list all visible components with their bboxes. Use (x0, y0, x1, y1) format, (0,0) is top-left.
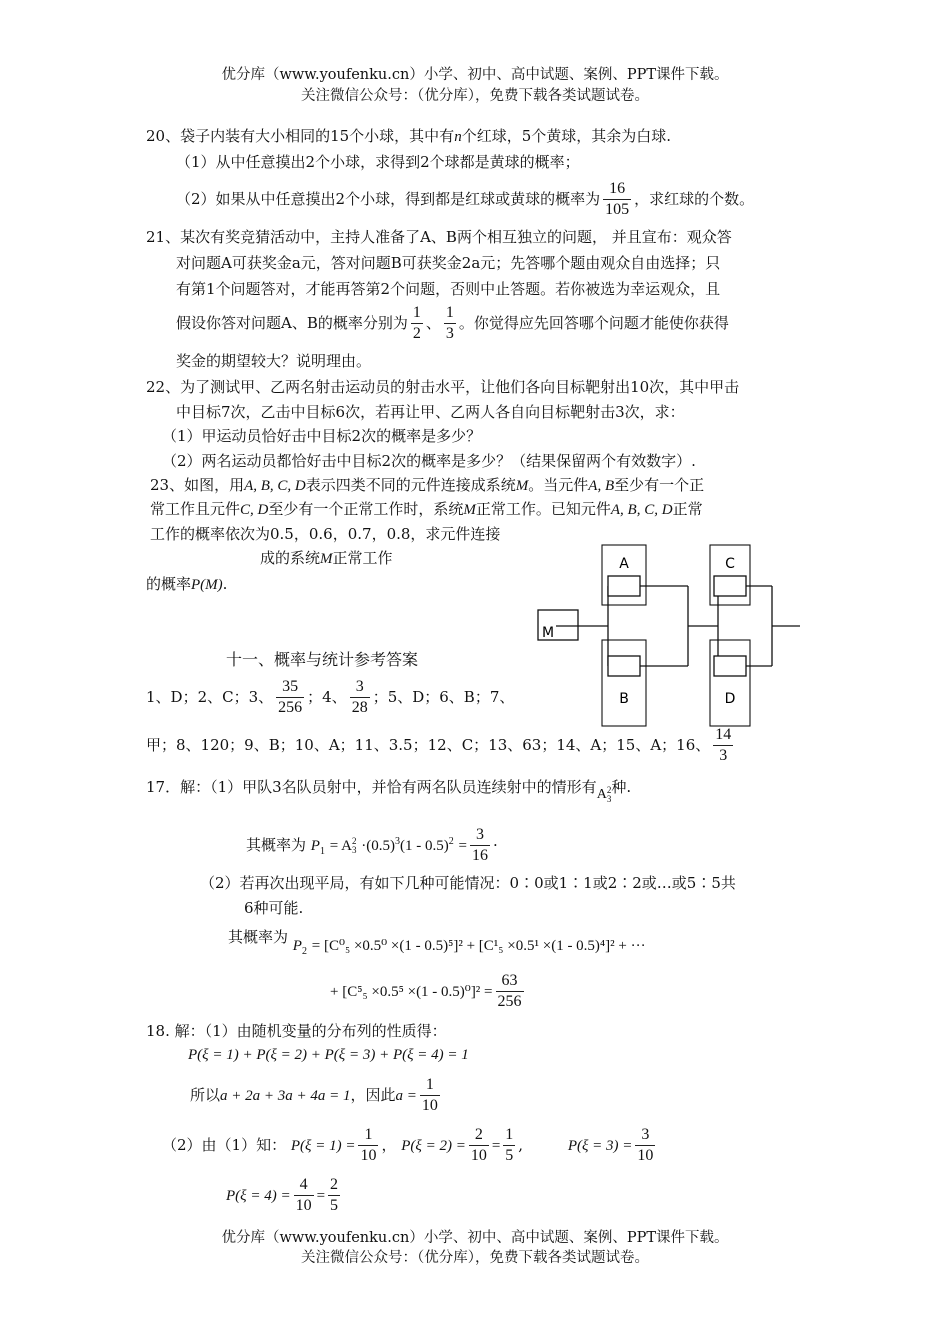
q21-line-1: 21、某次有奖竞猜活动中，主持人准备了A、B两个相互独立的问题， 并且宣布：观众答 (146, 228, 732, 246)
s18-e2-den: 10 (470, 1147, 487, 1165)
s18-e3-den: 10 (637, 1147, 654, 1165)
q23-l1-a: 23、如图，用 (150, 476, 245, 494)
s18-e2b-fraction (503, 1126, 515, 1166)
q21-fraction-2 (444, 304, 456, 344)
s17-prob-2-cont (330, 972, 527, 1012)
q20-fraction-den: 105 (605, 201, 630, 219)
s18-l3-eq: a + 2a + 3a + 4a = 1 (220, 1087, 351, 1104)
s18-e4-num: 4 (294, 1176, 314, 1196)
q23-line-1 (150, 476, 704, 495)
s18-e4: P(ξ = 4) = (226, 1187, 291, 1204)
q21-line-4-post: 。你觉得应先回答哪个问题才能使你获得 (458, 313, 729, 332)
s18-a-den: 10 (421, 1097, 438, 1115)
s17-p-eq: = (458, 837, 467, 854)
q23-l2-v3: A, B, C, D (610, 502, 673, 518)
s18-a-num: 1 (420, 1076, 440, 1096)
s18-e2b-num: 1 (503, 1126, 515, 1146)
q23-l1-v1: A, B, C, D (244, 478, 306, 494)
s17-perm-sup: 2 (606, 784, 612, 795)
q23-l2-v1: C, D (240, 502, 269, 518)
s18-l3-mid: ，因此 (350, 1085, 396, 1104)
q21-line-4-pre: 假设你答对问题A、B的概率分别为 (176, 313, 408, 332)
label-m: M (541, 625, 555, 641)
q20-stem-text: 20、袋子内装有大小相同的15个小球，其中有 (146, 127, 455, 145)
q20-part-2-post: ，求红球的个数。 (634, 189, 755, 208)
q23-l2-c: 正常工作。已知元件 (475, 500, 611, 518)
s17-perm-sub: 3 (606, 793, 612, 804)
s18-e3-num: 3 (635, 1126, 655, 1146)
s18-e2-eq: = (491, 1137, 501, 1154)
s18-l3-pre: 所以 (190, 1085, 221, 1104)
s18-line-5 (226, 1176, 343, 1216)
s17-p2-den: 256 (497, 993, 522, 1011)
header-line-1: 优分库（www.youfenku.cn）小学、初中、高中试题、案例、PPT课件下载。 (221, 67, 729, 83)
s17-line-2: （2）若再次出现平局，有如下几种可能情况：0∶0或1∶1或2∶2或…或5∶5共 (200, 874, 736, 892)
q21-sep: 、 (425, 313, 441, 332)
q20-stem-end: 个红球，5个黄球，其余为白球. (461, 127, 672, 145)
s17-p-sub: 1 (319, 845, 325, 857)
s18-line-4: （2）由（1）知： P(ξ = 1) = $\frac{1}{10}$ ， P(ξ = 2) = $\frac{2}{10}$ = $\frac{1}{5}$ , P(ξ = 3) = $\frac{3}{10}$ (162, 1126, 654, 1165)
s18-e4-den: 10 (295, 1197, 312, 1215)
s18-line-1: 18. 解：（1）由随机变量的分布列的性质得： (146, 1022, 447, 1040)
q23-l1-d: 至少有一个正 (614, 476, 705, 494)
s18-e2-num: 2 (469, 1126, 489, 1146)
s17-prob-2 (228, 928, 646, 957)
s18-a-fraction (420, 1076, 440, 1116)
q21-line-3: 有第1个问题答对，才能再答第2个问题，否则中止答题。若你被选为幸运观众，且 (176, 280, 721, 298)
q23-l5-b: . (222, 575, 228, 593)
q20-var-n: n (454, 129, 462, 145)
circuit-diagram (530, 540, 810, 730)
s17-p-den: 16 (472, 847, 488, 865)
s18-e2-fraction (469, 1126, 489, 1166)
s17-p-fraction (470, 826, 490, 866)
answers-l1-a: 1、D；2、C；3、 (146, 687, 274, 706)
label-c: C (725, 556, 735, 572)
s17-p-dot: · (493, 835, 498, 854)
s17-p-sup: 2 (351, 835, 357, 846)
s17-p-var: P (310, 837, 320, 854)
s17-p-sub2: 3 (351, 844, 357, 855)
answers-l1-c: ；5、D；6、B；7、 (372, 687, 515, 706)
answers-title: 十一、概率与统计参考答案 (226, 650, 419, 669)
q21-line-5: 奖金的期望较大？说明理由。 (176, 352, 372, 370)
answers-line-1 (146, 678, 514, 718)
footer-line-1: 优分库（www.youfenku.cn）小学、初中、高中试题、案例、PPT课件下载。 (221, 1230, 729, 1246)
c-element (714, 576, 746, 596)
s17-l1-text: 17．解：（1）甲队3名队员射中，并恰有两名队员连续射中的情形有 (146, 778, 597, 796)
q23-l2-v2: M (463, 502, 476, 518)
s18-eq-1: P(ξ = 1) + P(ξ = 2) + P(ξ = 3) + P(ξ = 4) = 1 (188, 1047, 469, 1063)
q23-line-3: 工作的概率依次为0.5，0.6，0.7，0.8，求元件连接 (150, 525, 501, 543)
q23-line-2 (150, 500, 703, 519)
s18-e4b-fraction (328, 1176, 340, 1216)
answer-16-num: 14 (713, 726, 733, 746)
s18-e2: P(ξ = 2) = (401, 1137, 466, 1154)
s18-e3-fraction (635, 1126, 655, 1166)
s17-p2-num: 63 (496, 972, 524, 992)
answer-16-den: 3 (719, 747, 728, 765)
q21-fraction-2-den: 3 (445, 325, 454, 343)
a-element (608, 576, 640, 596)
s17-line-1 (146, 778, 632, 804)
q23-l2-a: 常工作且元件 (150, 500, 241, 518)
s17-p-num: 3 (470, 826, 490, 846)
answer-3-fraction (276, 678, 304, 718)
s18-e1: P(ξ = 1) = (290, 1137, 356, 1154)
q20-fraction (603, 180, 631, 220)
q21-fraction-1-den: 2 (412, 325, 421, 343)
header-line-2: 关注微信公众号：（优分库），免费下载各类试题试卷。 (301, 88, 649, 104)
s18-e4-fraction (294, 1176, 314, 1216)
label-a: A (619, 556, 629, 572)
s17-perm-a: A (596, 787, 607, 802)
q22-line-2: 中目标7次，乙击中目标6次，若再让甲、乙两人各自向目标靶射击3次，求： (176, 403, 685, 421)
q23-l1-b: 表示四类不同的元件连接成系统 (305, 476, 516, 494)
s17-prob-1 (246, 826, 498, 866)
s17-l1-end: 种. (611, 778, 632, 796)
s18-e1-den: 10 (360, 1147, 377, 1165)
s18-e1-num: 1 (358, 1126, 378, 1146)
q20-fraction-num: 16 (603, 180, 631, 200)
q22-part-1: （1）甲运动员恰好击中目标2次的概率是多少？ (162, 427, 482, 445)
q21-line-2: 对问题A可获奖金a元，答对问题B可获奖金2a元；先答哪个题由观众自由选择；只 (176, 254, 721, 272)
answers-l2-a: 甲；8、120；9、B；10、A；11、3.5；12、C；13、63；14、A；15、A；16、 (146, 735, 711, 754)
s17-perm (596, 784, 612, 804)
q20-part-2 (176, 180, 754, 220)
s17-p-half: ·(0.5) (361, 837, 395, 854)
q21-fraction-1 (411, 304, 423, 344)
s17-p-exp3: 3 (395, 835, 400, 847)
s18-e1-fraction (358, 1126, 378, 1166)
s17-p2-line-2: + [C⁵₅ ×0.5⁵ ×(1 - 0.5)⁰]² = (330, 983, 493, 1000)
q23-line-4 (260, 549, 393, 568)
answers-line-2 (146, 726, 736, 766)
q20-part-1: （1）从中任意摸出2个小球，求得到2个球都是黄球的概率； (176, 153, 580, 171)
q23-line-5 (146, 575, 227, 594)
s18-e3: P(ξ = 3) = (567, 1137, 633, 1154)
q21-line-4 (176, 304, 729, 344)
q23-l5-v: P(M) (191, 577, 223, 593)
s18-e4-eq: = (316, 1187, 326, 1204)
q22-line-1: 22、为了测试甲、乙两名射击运动员的射击水平，让他们各向目标靶射出10次，其中甲击 (146, 378, 740, 396)
q23-l1-c: 。当元件 (528, 476, 589, 494)
s17-p2-fraction (496, 972, 524, 1012)
q21-fraction-1-num: 1 (411, 304, 423, 324)
label-d: D (724, 691, 736, 707)
d-element (714, 656, 746, 676)
q23-l2-b: 至少有一个正常工作时，系统 (268, 500, 464, 518)
q20-stem (146, 127, 671, 146)
q23-l4-b: 正常工作 (332, 549, 393, 567)
s17-p2-pre: 其概率为 (228, 928, 289, 946)
q23-l4-v: M (320, 551, 333, 567)
s17-line-3: 6种可能. (244, 899, 304, 917)
answer-4-num: 3 (350, 678, 370, 698)
s18-l3-var: a = (395, 1087, 417, 1104)
answers-l1-b: ；4、 (307, 687, 347, 706)
answer-16-fraction (713, 726, 733, 766)
s18-e4b-num: 2 (328, 1176, 340, 1196)
s17-p-eq-a: = A (329, 837, 352, 854)
answer-4-den: 28 (351, 699, 368, 717)
s18-e4b-den: 5 (330, 1197, 339, 1215)
answer-4-fraction (350, 678, 370, 718)
q20-part-2-pre: （2）如果从中任意摸出2个小球，得到都是红球或黄球的概率为 (176, 189, 601, 208)
s18-l4-pre: （2）由（1）知： (162, 1135, 287, 1154)
s18-line-3 (190, 1076, 443, 1116)
q22-part-2: （2）两名运动员都恰好击中目标2次的概率是多少？（结果保留两个有效数字）. (162, 452, 696, 470)
s18-e2b-den: 5 (505, 1147, 514, 1165)
q23-l1-v3: A, B (588, 478, 615, 494)
answer-3-den: 256 (278, 699, 303, 717)
label-b: B (619, 691, 629, 707)
q23-l5-a: 的概率 (146, 575, 192, 593)
answer-3-num: 35 (276, 678, 304, 698)
footer-line-2: 关注微信公众号：（优分库），免费下载各类试题试卷。 (301, 1250, 649, 1266)
q23-l2-d: 正常 (672, 500, 703, 518)
s17-p2-line-1: = [C⁰₅ ×0.5⁰ ×(1 - 0.5)⁵]² + [C¹₅ ×0.5¹ ×(1 - 0.5)⁴]² + ··· (311, 938, 646, 954)
q23-l4-a: 成的系统 (260, 549, 321, 567)
s17-p2-var: $P_2$ (292, 938, 307, 957)
s17-prob-pre: 其概率为 (246, 835, 307, 854)
s17-p-oneminus: (1 - 0.5) (400, 837, 449, 854)
b-element (608, 656, 640, 676)
q23-l1-v2: M (515, 478, 529, 494)
d-frame (710, 640, 750, 726)
s17-p-exp2: 2 (448, 835, 454, 847)
q21-fraction-2-num: 1 (444, 304, 456, 324)
s18-comma: ， (381, 1135, 397, 1154)
